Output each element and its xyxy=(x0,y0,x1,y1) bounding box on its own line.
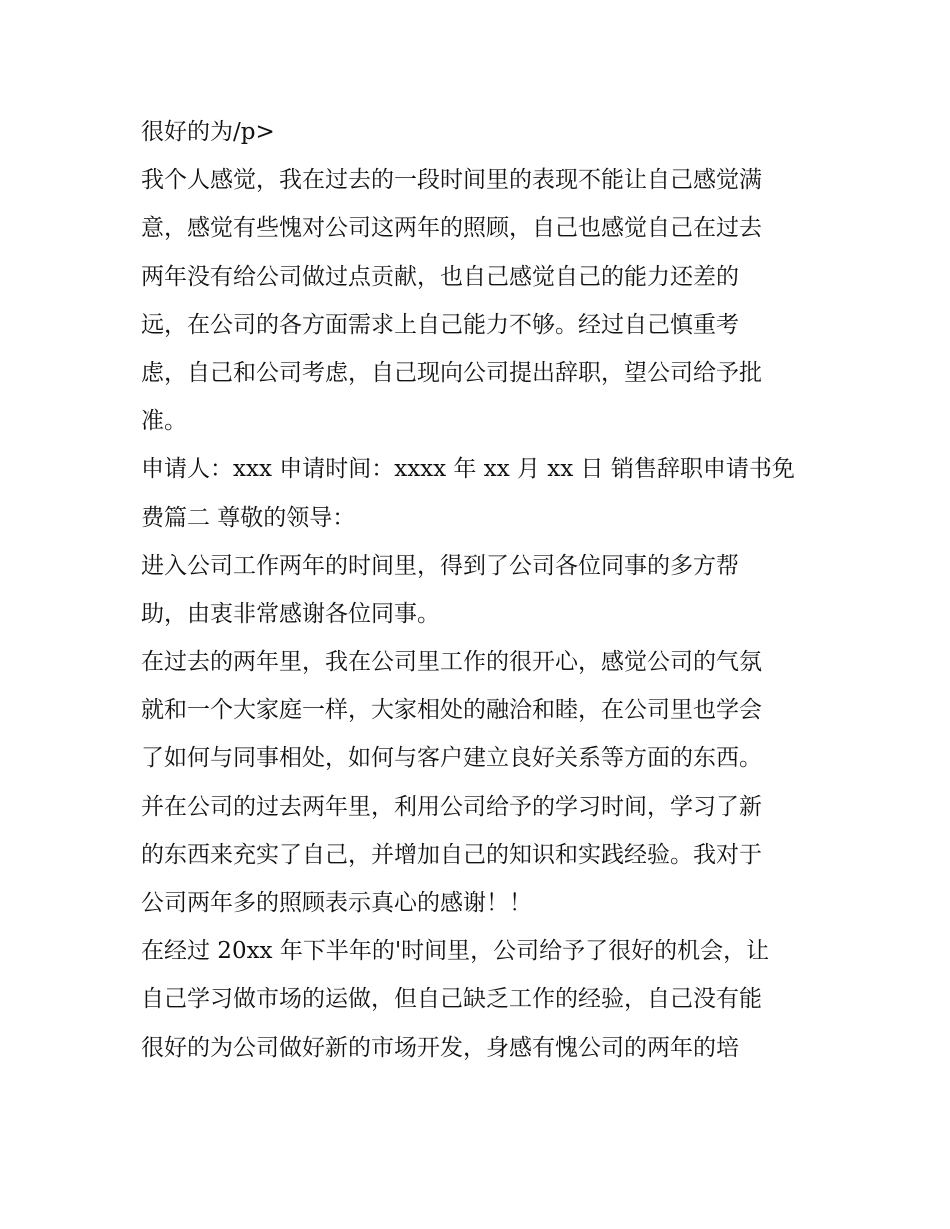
text-line: 远，在公司的各方面需求上自己能力不够。经过自己慎重考 xyxy=(141,311,739,338)
text-line: 进入公司工作两年的时间里，得到了公司各位同事的多方帮 xyxy=(141,552,739,579)
text-line: 了如何与同事相处，如何与客户建立良好关系等方面的东西。 xyxy=(141,745,762,772)
document-body xyxy=(141,108,821,1072)
text-line: 我个人感觉，我在过去的一段时间里的表现不能让自己感觉满 xyxy=(141,167,762,194)
text-line: 意，感觉有些愧对公司这两年的照顾，自己也感觉自己在过去 xyxy=(141,215,762,242)
text-line: 在过去的两年里，我在公司里工作的很开心，感觉公司的气氛 xyxy=(141,649,762,676)
text-line: 虑，自己和公司考虑，自己现向公司提出辞职，望公司给予批 xyxy=(141,359,762,386)
text-line: 公司两年多的照顾表示真心的感谢！！ xyxy=(141,890,532,916)
text-line: 申请人：xxx 申请时间：xxxx 年 xx 月 xx 日 销售辞职申请书免 xyxy=(141,456,795,483)
text-line: 就和一个大家庭一样，大家相处的融洽和睦，在公司里也学会 xyxy=(141,697,762,724)
text-line: 助，由衷非常感谢各位同事。 xyxy=(141,600,440,627)
text-line: 准。 xyxy=(141,408,187,435)
text-line: 很好的为/p> xyxy=(141,119,275,145)
text-line: 费篇二 尊敬的领导： xyxy=(141,504,356,531)
text-line: 自己学习做市场的运做，但自己缺乏工作的经验，自己没有能 xyxy=(141,986,762,1013)
text-line: 很好的为公司做好新的市场开发，身感有愧公司的两年的培 xyxy=(141,1034,739,1061)
text-line: 并在公司的过去两年里，利用公司给予的学习时间，学习了新 xyxy=(141,793,762,820)
text-line: 的东西来充实了自己，并增加自己的知识和实践经验。我对于 xyxy=(141,841,762,868)
text-line: 在经过 20xx 年下半年的'时间里，公司给予了很好的机会，让 xyxy=(141,938,770,965)
text-line: 两年没有给公司做过点贡献，也自己感觉自己的能力还差的 xyxy=(141,263,739,290)
